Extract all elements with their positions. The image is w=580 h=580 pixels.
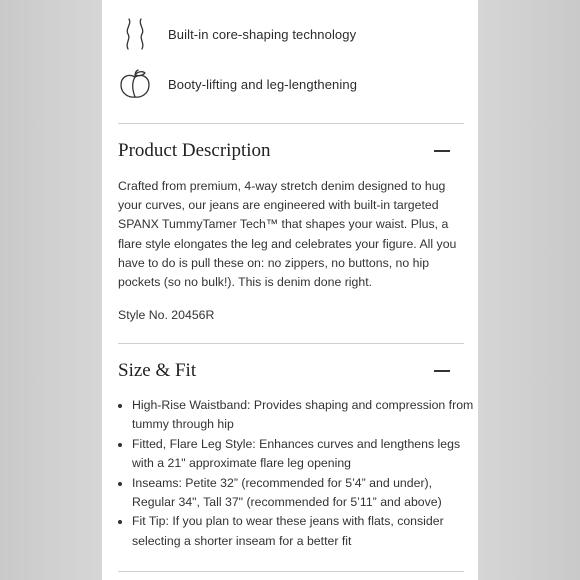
divider [118,571,464,572]
feature-booty-lifting [118,66,357,102]
right-side-bar [478,0,580,580]
size-fit-header[interactable] [118,360,450,382]
size-fit-list [118,396,478,551]
divider [118,343,464,344]
minus-icon[interactable] [434,145,450,157]
section-title: Product Description [118,140,271,161]
left-side-bar [0,0,102,580]
minus-icon[interactable] [434,365,450,377]
divider [118,123,464,124]
core-shaping-icon [118,16,152,52]
list-item: • Inseams: Petite 32” (recommended for 5’4” and under), Regular 34", Tall 37" (recommended for 5’11” and above) [132,474,478,513]
section-title: Size & Fit [118,360,197,381]
peach-icon [118,66,152,102]
product-detail-panel [102,0,478,580]
feature-label: Booty-lifting and leg-lengthening [168,76,358,92]
list-item: • Fit Tip: If you plan to wear these jeans with flats, consider selecting a shorter inseam for a better fit [132,512,478,551]
product-description-header[interactable] [118,140,450,162]
product-description-text: Crafted from premium, 4-way stretch denim designed to hug your curves, our jeans are engineered with built-in targeted SPANX TummyTamer Tech™ that shapes your waist. Plus, a flare style elongates the leg and celebrates your figure. All you have to do is pull these on: no zippers, no buttons, no hip pockets (so no bulk!). This is denim done right. [118,179,457,290]
list-item: • Fitted, Flare Leg Style: Enhances curves and lengthens legs with a 21" approximate flare leg opening [132,435,478,474]
feature-label: Built-in core-shaping technology [168,26,357,42]
feature-core-shaping [118,16,356,52]
style-number: Style No. 20456R [118,308,215,322]
list-item: • High-Rise Waistband: Provides shaping and compression from tummy through hip [132,396,478,435]
